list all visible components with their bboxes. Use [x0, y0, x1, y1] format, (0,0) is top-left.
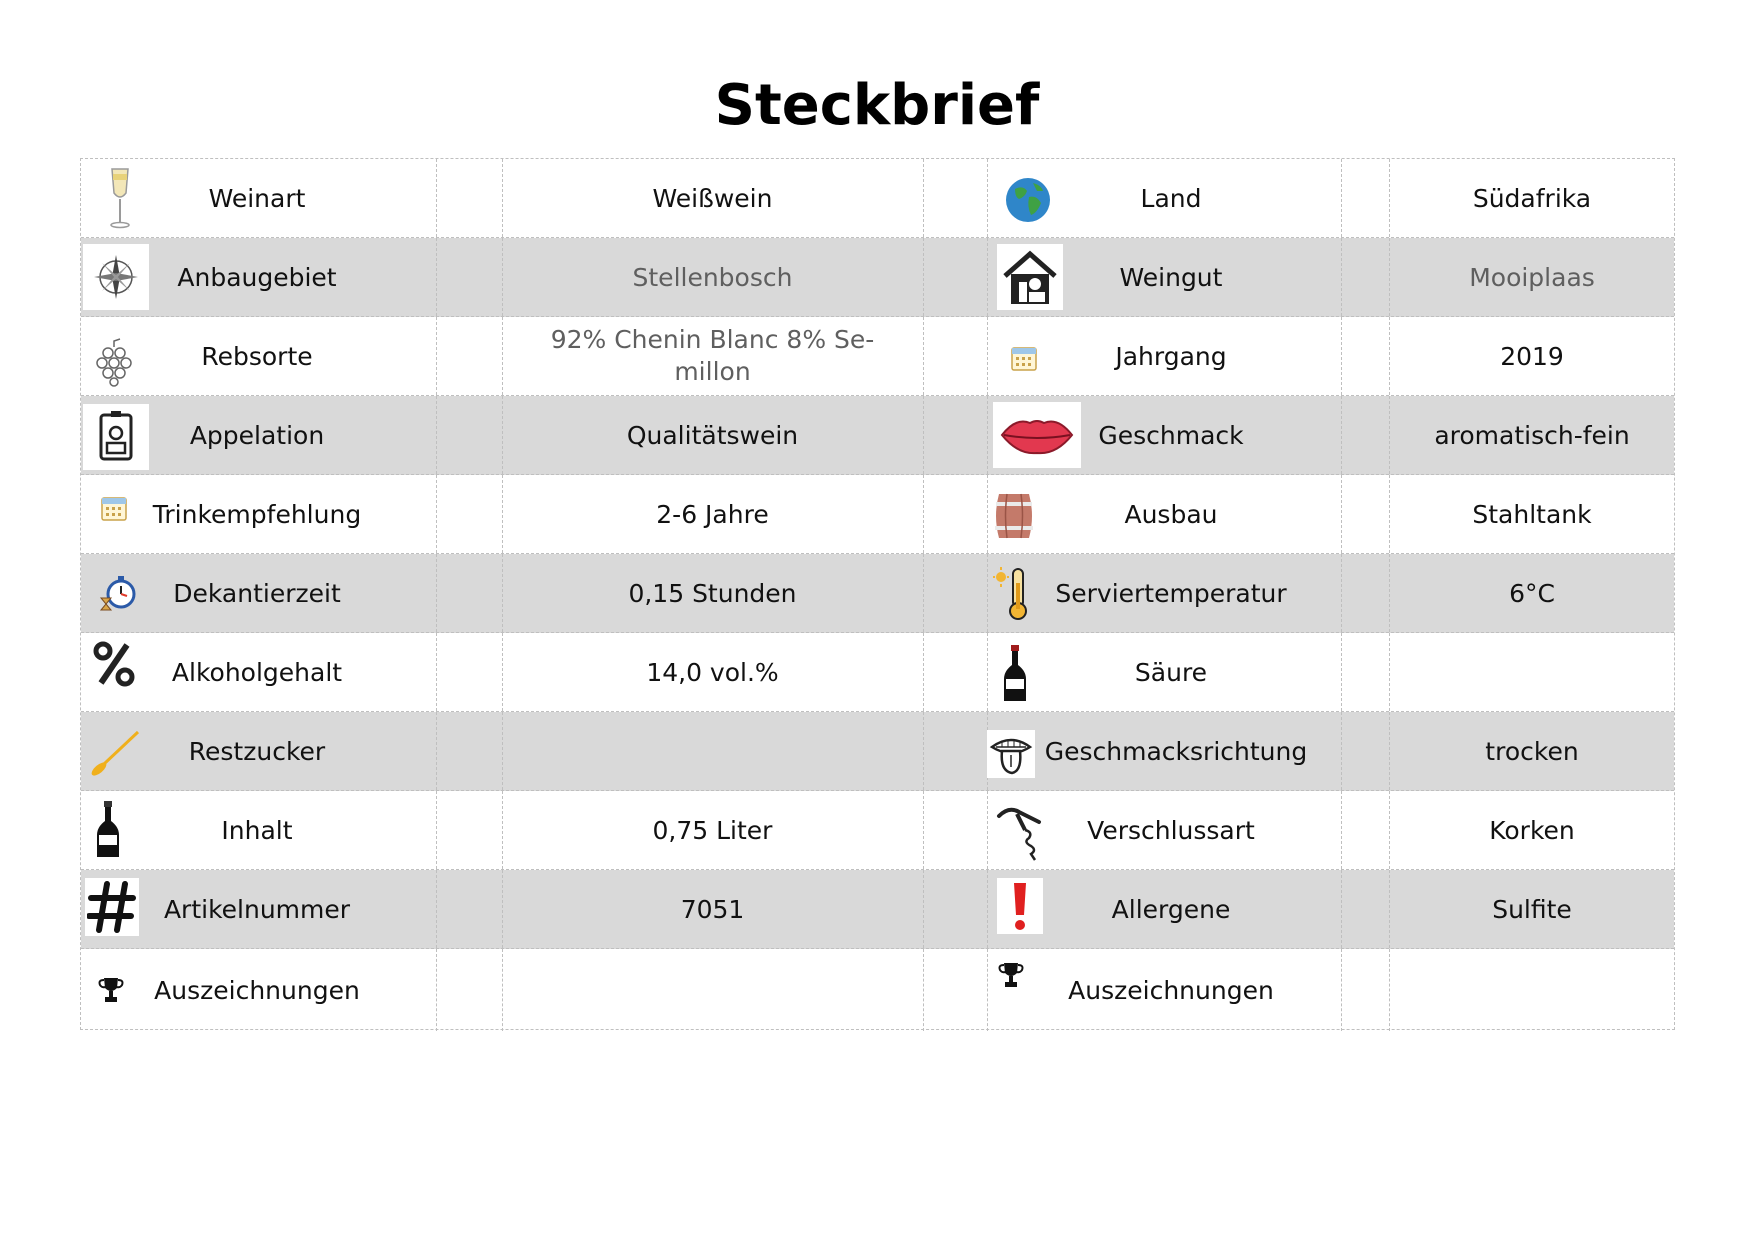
hash-icon	[85, 878, 139, 936]
value-auszeichnungen-left	[502, 949, 923, 1031]
value-verschlussart: Korken	[1489, 815, 1575, 845]
value-trinkempfehlung: 2-6 Jahre	[656, 499, 769, 529]
page-title: Steckbrief	[714, 73, 1040, 138]
table-row	[81, 791, 1674, 870]
label-jahrgang: Jahrgang	[1115, 341, 1227, 371]
thermometer-icon	[991, 560, 1031, 626]
winery-house-icon	[997, 244, 1063, 310]
table-row	[81, 159, 1674, 238]
spoon-icon	[83, 720, 149, 786]
label-appelation: Appelation	[189, 420, 325, 450]
compass-rose-icon	[83, 244, 149, 310]
label-inhalt: Inhalt	[221, 815, 293, 845]
table-row	[81, 949, 1674, 1031]
label-allergene: Allergene	[1111, 894, 1231, 924]
wine-profile-table	[80, 158, 1675, 1030]
label-weinart: Weinart	[208, 183, 306, 213]
value-land: Südafrika	[1472, 183, 1592, 213]
tongue-mouth-icon	[987, 730, 1035, 778]
label-weingut: Weingut	[1119, 262, 1223, 292]
value-ausbau: Stahltank	[1472, 499, 1592, 529]
table-row	[81, 475, 1674, 554]
barrel-icon	[987, 489, 1041, 543]
calendar-icon	[991, 325, 1057, 391]
percent-icon	[87, 637, 141, 691]
label-ausbau: Ausbau	[1124, 499, 1218, 529]
value-auszeichnungen-right	[1389, 949, 1675, 1031]
label-verschlussart: Verschlussart	[1087, 815, 1255, 845]
label-land: Land	[1140, 183, 1202, 213]
label-geschmacksrichtung: Geschmacksrichtung	[1044, 736, 1308, 766]
value-weingut: Mooiplaas	[1469, 262, 1595, 292]
label-auszeichnungen-right: Auszeichnungen	[1068, 975, 1274, 1005]
label-artikelnummer: Artikelnummer	[163, 894, 351, 924]
value-weinart: Weißwein	[652, 183, 773, 213]
table-row	[81, 317, 1674, 396]
wine-bottle-icon	[85, 797, 131, 863]
table-row	[81, 712, 1674, 791]
value-allergene: Sulfite	[1492, 894, 1572, 924]
trophy-icon	[85, 957, 137, 1023]
value-geschmack: aromatisch-fein	[1434, 420, 1630, 450]
label-saeure: Säure	[1134, 657, 1208, 687]
value-saeure	[1389, 633, 1675, 711]
value-anbaugebiet: Stellenbosch	[632, 262, 793, 292]
value-rebsorte-line1: 92% Chenin Blanc 8% Se-	[550, 325, 875, 354]
stopwatch-hourglass-icon	[85, 560, 151, 626]
value-restzucker	[502, 712, 923, 790]
value-geschmacksrichtung: trocken	[1485, 736, 1579, 766]
label-dekantierzeit: Dekantierzeit	[173, 578, 341, 608]
value-jahrgang: 2019	[1500, 341, 1564, 371]
value-alkoholgehalt: 14,0 vol.%	[646, 657, 779, 687]
value-appelation: Qualitätswein	[626, 420, 799, 450]
table-row	[81, 554, 1674, 633]
table-row	[81, 870, 1674, 949]
certificate-badge-icon	[83, 404, 149, 470]
label-serviertemperatur: Serviertemperatur	[1055, 578, 1287, 608]
value-dekantierzeit: 0,15 Stunden	[628, 578, 797, 608]
value-artikelnummer: 7051	[680, 894, 745, 924]
label-restzucker: Restzucker	[188, 736, 326, 766]
label-geschmack: Geschmack	[1098, 420, 1244, 450]
corkscrew-icon	[993, 799, 1045, 865]
wine-bottle-icon	[995, 641, 1035, 707]
table-row	[81, 238, 1674, 317]
label-trinkempfehlung: Trinkempfehlung	[152, 499, 362, 529]
label-auszeichnungen-left: Auszeichnungen	[154, 975, 360, 1005]
exclamation-icon	[997, 878, 1043, 934]
table-row	[81, 633, 1674, 712]
label-alkoholgehalt: Alkoholgehalt	[171, 657, 343, 687]
value-serviertemperatur: 6°C	[1509, 578, 1555, 608]
label-rebsorte: Rebsorte	[201, 341, 313, 371]
champagne-glass-icon	[87, 165, 153, 231]
value-inhalt: 0,75 Liter	[652, 815, 773, 845]
trophy-icon	[985, 949, 1037, 1001]
value-rebsorte	[502, 317, 923, 395]
globe-icon	[995, 167, 1061, 233]
grapes-icon	[81, 329, 147, 395]
value-rebsorte-line2: millon	[674, 357, 751, 386]
table-row	[81, 396, 1674, 475]
label-anbaugebiet: Anbaugebiet	[177, 262, 337, 292]
